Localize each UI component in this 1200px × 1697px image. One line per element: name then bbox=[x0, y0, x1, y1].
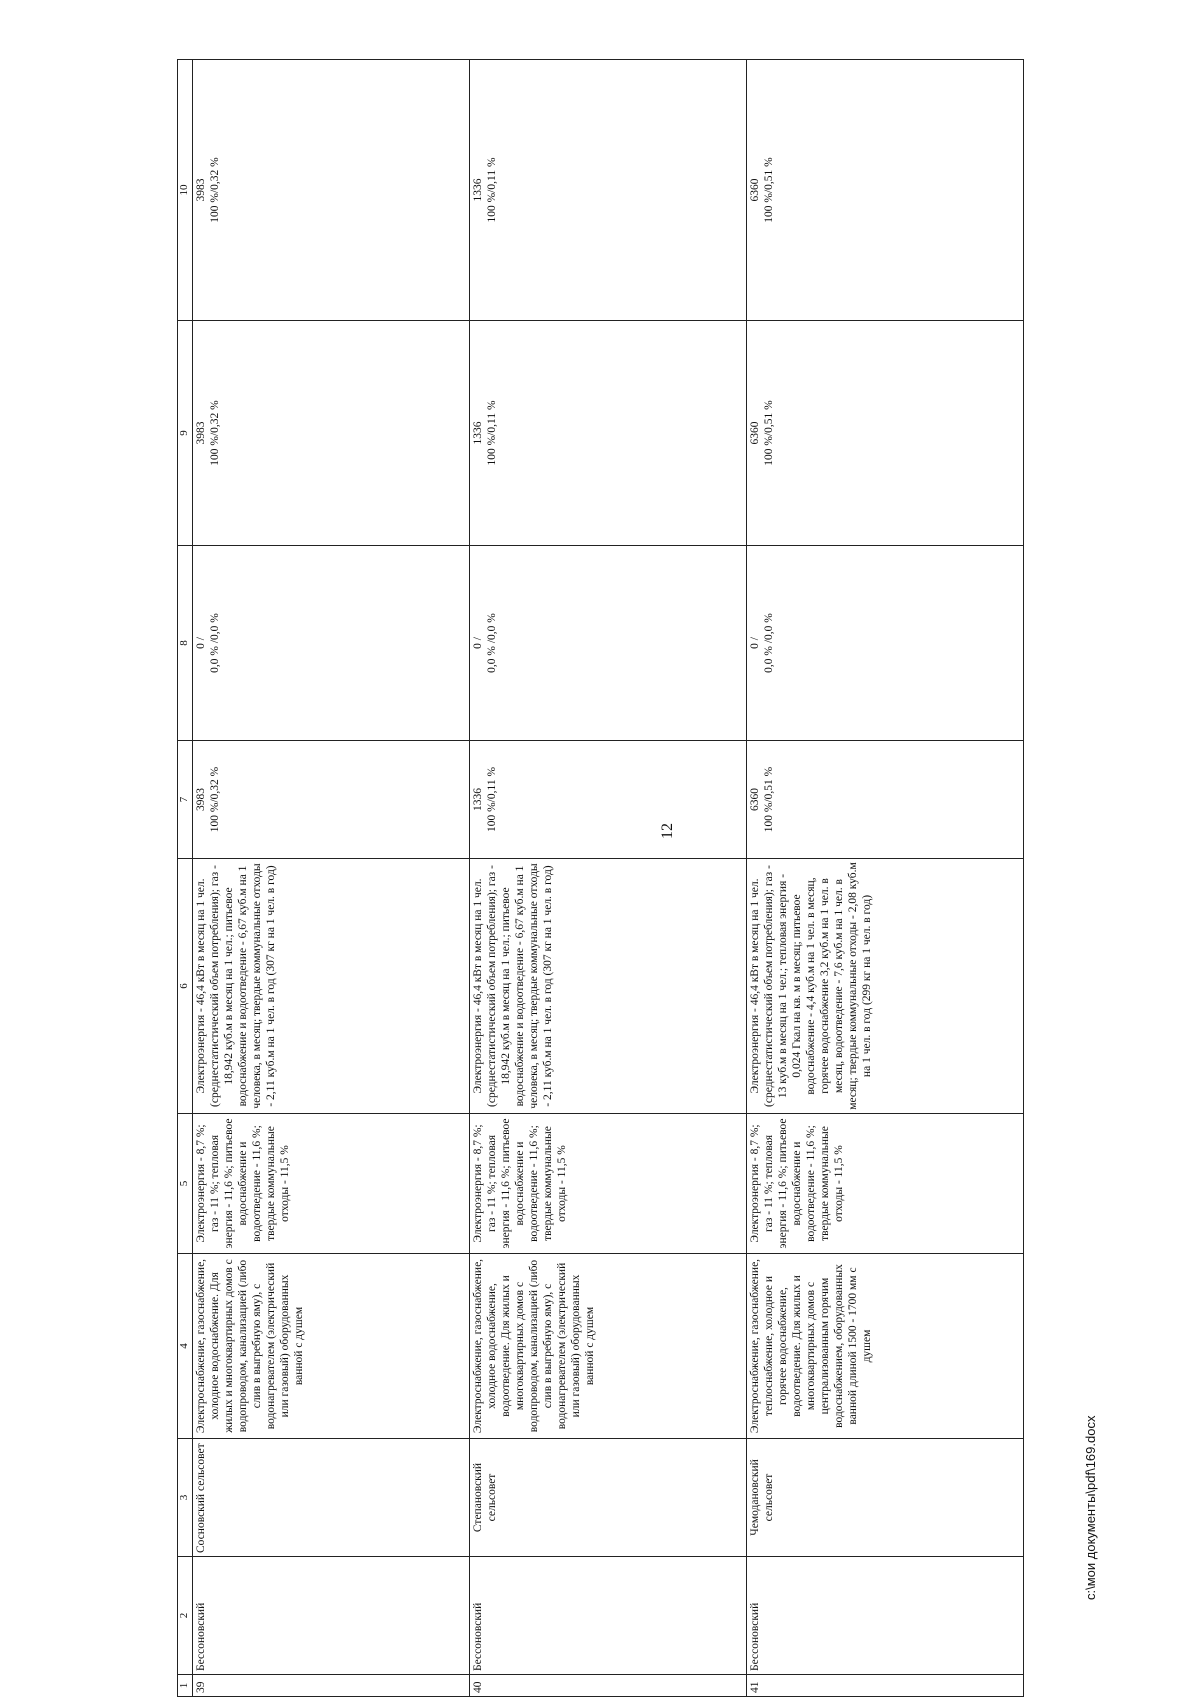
services-cell: Электроснабжение, газоснабжение, холодное водоснабжение, водоотведение. Для жилых и многоквартирных домов с водопроводом, канализацией (либо слив в выгребную яму), с водонагревателем (электрический или газовый) оборудованных ванной с душем bbox=[470, 1254, 747, 1439]
table-row bbox=[193, 60, 470, 1697]
col-number: 8 bbox=[178, 546, 193, 741]
value-cell-10: 6360 100 %/0,51 % bbox=[747, 60, 1024, 321]
table-row bbox=[747, 60, 1024, 1697]
row-number: 40 bbox=[470, 1675, 747, 1697]
row-number: 39 bbox=[193, 1675, 470, 1697]
row-number: 41 bbox=[747, 1675, 1024, 1697]
growth-cell: Электроэнергия - 8,7 %; газ - 11 %; тепловая энергия - 11,6 %; питьевое водоснабжение и водоотведение - 11,6 %; твердые коммунальные отходы - 11,5 % bbox=[470, 1114, 747, 1254]
col-number: 1 bbox=[178, 1675, 193, 1697]
value-cell-9: 3983 100 %/0,32 % bbox=[193, 321, 470, 546]
value-cell-10: 1336 100 %/0,11 % bbox=[470, 60, 747, 321]
footer-file-path: c:\мои документы\pdf\169.docx bbox=[1083, 1415, 1098, 1600]
col-number: 4 bbox=[178, 1254, 193, 1439]
table-row bbox=[470, 60, 747, 1697]
tariff-table bbox=[177, 59, 1024, 1697]
col-number: 5 bbox=[178, 1114, 193, 1254]
value-cell-10: 3983 100 %/0,32 % bbox=[193, 60, 470, 321]
district-cell: Бессоновский bbox=[470, 1557, 747, 1675]
norms-cell: Электроэнергия - 46,4 кВт в месяц на 1 чел. (среднестатистический объем потребления); газ - 13 куб.м в месяц на 1 чел.; тепловая энергия - 0,024 Гкал на кв. м в месяц; питьевое водоснабжение - 4,4 куб.м на 1 чел. в месяц, горячее водоснабжение 3,2 куб.м на 1 чел. в месяц, водоотведение - 7,6 куб.м на 1 чел. в месяц; твердые коммунальные отходы - 2,08 куб.м на 1 чел. в год (299 кг на 1 чел. в год) bbox=[747, 859, 1024, 1114]
services-cell: Электроснабжение, газоснабжение, холодное водоснабжение. Для жилых и многоквартирных домов с водопроводом, канализацией (либо слив в выгребную яму), с водонагревателем (электрический или газовый) оборудованных ванной с душем bbox=[193, 1254, 470, 1439]
col-number: 2 bbox=[178, 1557, 193, 1675]
page-number: 12 bbox=[659, 823, 676, 839]
col-number: 10 bbox=[178, 60, 193, 321]
col-number: 3 bbox=[178, 1439, 193, 1557]
col-number: 6 bbox=[178, 859, 193, 1114]
value-cell-7: 3983 100 %/0,32 % bbox=[193, 741, 470, 859]
district-cell: Бессоновский bbox=[193, 1557, 470, 1675]
district-cell: Бессоновский bbox=[747, 1557, 1024, 1675]
growth-cell: Электроэнергия - 8,7 %; газ - 11 %; тепловая энергия - 11,6 %; питьевое водоснабжение и водоотведение - 11,6 %; твердые коммунальные отходы - 11,5 % bbox=[747, 1114, 1024, 1254]
value-cell-8: 0 / 0,0 % /0,0 % bbox=[470, 546, 747, 741]
settlement-cell: Сосновский сельсовет bbox=[193, 1439, 470, 1557]
settlement-cell: Степановский сельсовет bbox=[470, 1439, 747, 1557]
col-number: 7 bbox=[178, 741, 193, 859]
column-number-row bbox=[178, 60, 193, 1697]
rotated-table-container bbox=[177, 60, 1037, 1697]
value-cell-9: 1336 100 %/0,11 % bbox=[470, 321, 747, 546]
norms-cell: Электроэнергия - 46,4 кВт в месяц на 1 чел. (среднестатистический объем потребления); газ - 18,942 куб.м в месяц на 1 чел.; питьевое водоснабжение и водоотведение - 6,67 куб.м на 1 человека, в месяц; твердые коммунальные отходы - 2,11 куб.м на 1 чел. в год (307 кг на 1 чел. в год) bbox=[193, 859, 470, 1114]
settlement-cell: Чемодановский сельсовет bbox=[747, 1439, 1024, 1557]
value-cell-7: 6360 100 %/0,51 % bbox=[747, 741, 1024, 859]
value-cell-8: 0 / 0,0 % /0,0 % bbox=[193, 546, 470, 741]
value-cell-7: 1336 100 %/0,11 % bbox=[470, 741, 747, 859]
growth-cell: Электроэнергия - 8,7 %; газ - 11 %; тепловая энергия - 11,6 %; питьевое водоснабжение и водоотведение - 11,6 %; твердые коммунальные отходы - 11,5 % bbox=[193, 1114, 470, 1254]
col-number: 9 bbox=[178, 321, 193, 546]
value-cell-8: 0 / 0,0 % /0,0 % bbox=[747, 546, 1024, 741]
norms-cell: Электроэнергия - 46,4 кВт в месяц на 1 чел. (среднестатистический объем потребления); газ - 18,942 куб.м в месяц на 1 чел.; питьевое водоснабжение и водоотведение - 6,67 куб.м на 1 человека, в месяц; твердые коммунальные отходы - 2,11 куб.м на 1 чел. в год (307 кг на 1 чел. в год) bbox=[470, 859, 747, 1114]
value-cell-9: 6360 100 %/0,51 % bbox=[747, 321, 1024, 546]
services-cell: Электроснабжение, газоснабжение, теплоснабжение, холодное и горячее водоснабжение, водоотведение. Для жилых и многоквартирных домов с централизованным горячим водоснабжением, оборудованных ванной длиной 1500 - 1700 мм с душем bbox=[747, 1254, 1024, 1439]
